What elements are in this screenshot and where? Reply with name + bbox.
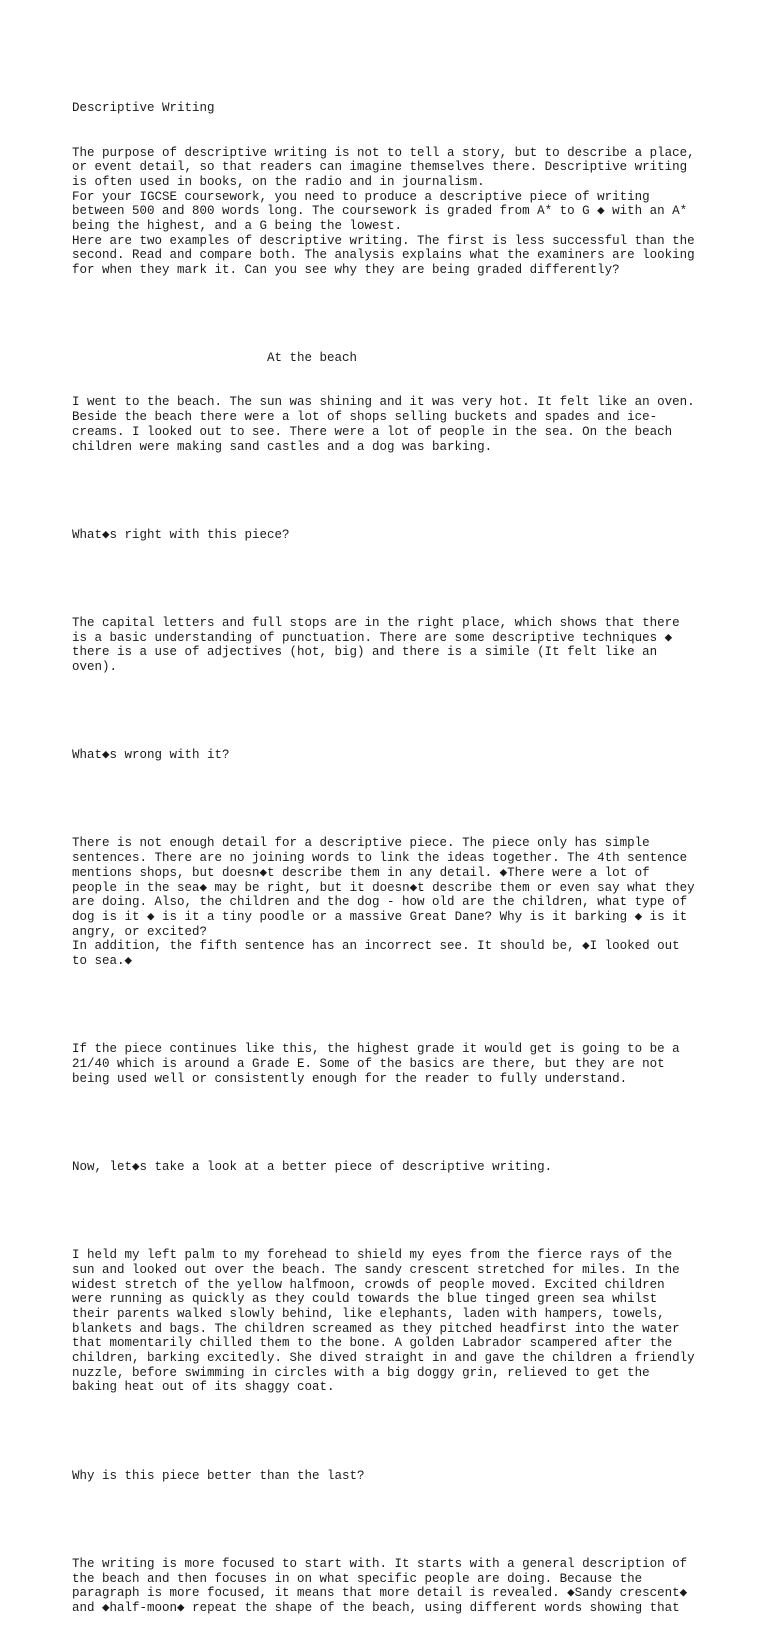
document-page bbox=[72, 72, 712, 1630]
paragraph-spacer bbox=[72, 572, 712, 587]
paragraph-spacer bbox=[72, 1204, 712, 1219]
grade-note-paragraph: If the piece continues like this, the highest grade it would get is going to be a 21/40 which is around a Grade E. Some of the basics are there, but they are not being used well or consistently enough for the reader to fully understand. bbox=[72, 1042, 680, 1086]
question-why-better: Why is this piece better than the last? bbox=[72, 1468, 365, 1483]
paragraph-spacer bbox=[72, 998, 712, 1013]
example-two-text: I held my left palm to my forehead to shield my eyes from the fierce rays of the sun and looked out over the beach. The sandy crescent stretched for miles. In the widest stretch of the yellow halfmoon, crowds of people moved. Excited children were running as quickly as they could towards the blue tinged green sea whilst their parents walked slowly behind, like elephants, laden with hampers, towels, blankets and bags. The children screamed as they pitched headfirst into the water that momentarily chilled them to the bone. A golden Labrador scampered after the children, barking excitedly. She dived straight in and gave the children a friendly nuzzle, before swimming in circles with a big doggy grin, relieved to get the baking heat out of its shaggy coat. bbox=[72, 1248, 695, 1395]
paragraph-spacer bbox=[72, 1425, 712, 1440]
example-one-text: I went to the beach. The sun was shining and it was very hot. It felt like an oven. Beside the beach there were a lot of shops selling buckets and spades and ice- creams. I looked out to see. There were a lot of people in the sea. On the beach children were making sand castles and a dog was barking. bbox=[72, 395, 695, 454]
question-whats-right: What◆s right with this piece? bbox=[72, 527, 290, 542]
example-one-title: At the beach bbox=[72, 351, 358, 366]
answer-whats-wrong: There is not enough detail for a descriptive piece. The piece only has simple sentences. There are no joining words to link the ideas together. The 4th sentence mentions shops, but doesn◆t describe them in any detail. ◆There were a lot of people in the sea◆ may be right, but it doesn◆t describe them or even say what they are doing. Also, the children and the dog - how old are the children, what type of dog is it ◆ is it a tiny poodle or a massive Great Dane? Why is it barking ◆ is it angry, or excited? In addition, the fifth sentence has an incorrect see. It should be, ◆I looked out to sea.◆ bbox=[72, 836, 695, 969]
paragraph-spacer bbox=[72, 307, 712, 322]
paragraph-spacer bbox=[72, 484, 712, 499]
question-whats-wrong: What◆s wrong with it? bbox=[72, 748, 230, 763]
better-piece-intro: Now, let◆s take a look at a better piece of descriptive writing. bbox=[72, 1159, 553, 1174]
paragraph-spacer bbox=[72, 1513, 712, 1528]
paragraph-spacer bbox=[72, 704, 712, 719]
paragraph-spacer bbox=[72, 1116, 712, 1131]
intro-paragraph: The purpose of descriptive writing is not to tell a story, but to describe a place, or event detail, so that readers can imagine themselves there. Descriptive writing is often used in books, on the radio and in journalism. For your IGCSE coursework, you need to produce a descriptive piece of writing between 500 and 800 words long. The coursework is graded from A* to G ◆ with an A* being the highest, and a G being the lowest. Here are two examples of descriptive writing. The first is less successful than the second. Read and compare both. The analysis explains what the examiners are looking for when they mark it. Can you see why they are being graded differently? bbox=[72, 145, 695, 278]
paragraph-spacer bbox=[72, 792, 712, 807]
answer-whats-right: The capital letters and full stops are in the right place, which shows that there is a basic understanding of punctuation. There are some descriptive techniques ◆ there is a use of adjectives (hot, big) and there is a simile (It felt like an oven). bbox=[72, 615, 680, 675]
answer-why-better: The writing is more focused to start with. It starts with a general description of the beach and then focuses in on what specific people are doing. Because the paragraph is more focused, it means that more detail is revealed. ◆Sandy crescent◆ and ◆half-moon◆ repeat the shape of the beach, using different words showing that bbox=[72, 1556, 688, 1615]
document-heading: Descriptive Writing bbox=[72, 101, 215, 116]
